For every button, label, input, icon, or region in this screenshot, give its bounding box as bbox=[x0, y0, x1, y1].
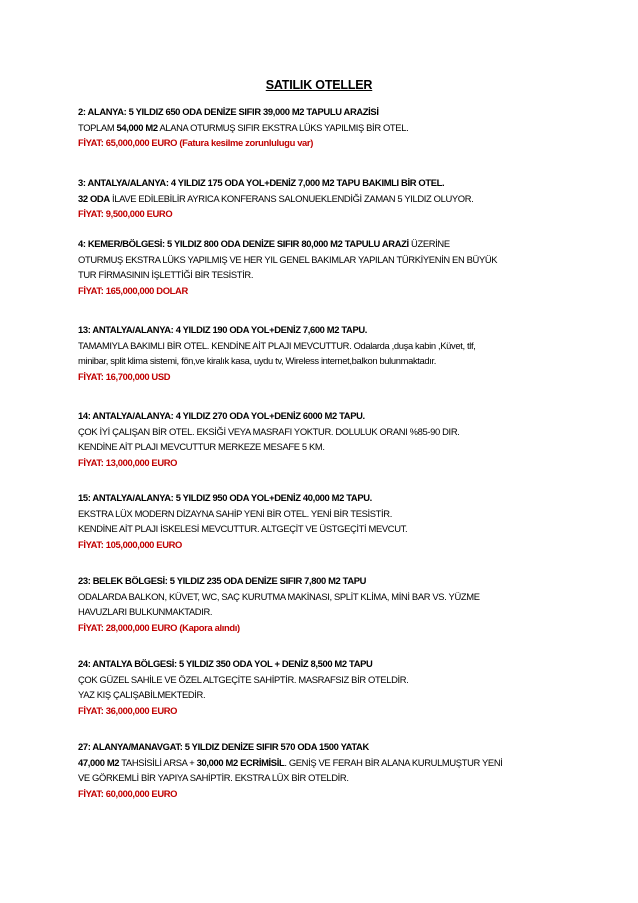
listing-description: OTURMUŞ EKSTRA LÜKS YAPILMIŞ VE HER YIL GENEL BAKIMLAR YAPILAN TÜRKİYENİN EN BÜYÜK bbox=[78, 253, 498, 265]
listing-heading: 4: KEMER/BÖLGESİ: 5 YILDIZ 800 ODA DENİZE SIFIR 80,000 M2 TAPULU ARAZİ bbox=[78, 238, 409, 249]
listing-description: VE GÖRKEMLİ BİR YAPIYA SAHİPTİR. EKSTRA LÜX BİR OTELDİR. bbox=[78, 772, 349, 783]
listing-description bbox=[78, 120, 568, 136]
listing-heading-line bbox=[78, 236, 568, 252]
desc-bold-text: 32 ODA bbox=[78, 192, 110, 204]
desc-text: TOPLAM bbox=[78, 121, 117, 133]
listing-heading: 27: ALANYA/MANAVGAT: 5 YILDIZ DENİZE SIFIR 570 ODA 1500 YATAK bbox=[78, 741, 369, 752]
listing-price: FİYAT: 16,700,000 USD bbox=[78, 370, 171, 382]
desc-text: TAHSİSİLİ ARSA + bbox=[119, 756, 197, 768]
listing-heading: 2: ALANYA: 5 YILDIZ 650 ODA DENİZE SIFIR 39,000 M2 TAPULU ARAZİSİ bbox=[78, 106, 379, 117]
desc-bold-text: 47,000 M2 bbox=[78, 756, 120, 768]
listing-price: FİYAT: 36,000,000 EURO bbox=[78, 704, 178, 716]
listing-heading: 3: ANTALYA/ALANYA: 4 YILDIZ 175 ODA YOL+DENİZ 7,000 M2 TAPU BAKIMLI BİR OTEL. bbox=[78, 177, 445, 188]
listing-description: TUR FİRMASININ İŞLETTİĞİ BİR TESİSTİR. bbox=[78, 269, 254, 280]
desc-text: . GENİŞ VE FERAH BİR ALANA KURULMUŞTUR YENİ bbox=[284, 756, 503, 768]
desc-text: İLAVE EDİLEBİLİR AYRICA KONFERANS SALONUEKLENDİĞİ ZAMAN 5 YILDIZ OLUYOR. bbox=[109, 192, 474, 204]
listing-description: minibar, split klima sistemi, fön,ve kiralık kasa, uydu tv, Wireless internet,balkon bulunmaktadır. bbox=[78, 355, 437, 366]
listing-description: TAMAMIYLA BAKIMLI BİR OTEL. KENDİNE AİT PLAJI MEVCUTTUR. Odalarda ,duşa kabin ,Küvet, tlf, bbox=[78, 339, 476, 351]
listing-item bbox=[78, 236, 568, 298]
listing-heading: 23: BELEK BÖLGESİ: 5 YILDIZ 235 ODA DENİZE SIFIR 7,800 M2 TAPU bbox=[78, 575, 367, 586]
listing-item bbox=[78, 656, 568, 718]
listing-description bbox=[78, 755, 568, 771]
listing-description: ÇOK GÜZEL SAHİLE VE ÖZEL ALTGEÇİTE SAHİPTİR. MASRAFSIZ BİR OTELDİR. bbox=[78, 673, 409, 685]
listing-price: FİYAT: 13,000,000 EURO bbox=[78, 456, 178, 468]
listing-item bbox=[78, 408, 568, 470]
listing-item bbox=[78, 322, 568, 384]
listing-item bbox=[78, 175, 568, 222]
listing-heading: 13: ANTALYA/ALANYA: 4 YILDIZ 190 ODA YOL+DENİZ 7,600 M2 TAPU. bbox=[78, 324, 368, 335]
listing-description: ODALARDA BALKON, KÜVET, WC, SAÇ KURUTMA MAKİNASI, SPLİT KLİMA, MİNİ BAR VS. YÜZME bbox=[78, 590, 480, 602]
desc-text: ALANA OTURMUŞ SIFIR EKSTRA LÜKS YAPILMIŞ BİR OTEL. bbox=[157, 121, 409, 133]
listing-item bbox=[78, 739, 568, 801]
listing-description bbox=[78, 191, 568, 207]
listing-heading: 24: ANTALYA BÖLGESİ: 5 YILDIZ 350 ODA YOL + DENİZ 8,500 M2 TAPU bbox=[78, 658, 373, 669]
listing-price: FİYAT: 9,500,000 EURO bbox=[78, 208, 173, 219]
listing-description: ÇOK İYİ ÇALIŞAN BİR OTEL. EKSİĞİ VEYA MASRAFI YOKTUR. DOLULUK ORANI %85-90 DIR. bbox=[78, 425, 460, 437]
listing-price: FİYAT: 60,000,000 EURO bbox=[78, 787, 178, 799]
listing-description: EKSTRA LÜX MODERN DİZAYNA SAHİP YENİ BİR OTEL. YENİ BİR TESİSTİR. bbox=[78, 507, 392, 519]
desc-bold-text: 54,000 M2 bbox=[116, 121, 158, 133]
listing-description: KENDİNE AİT PLAJI MEVCUTTUR MERKEZE MESAFE 5 KM. bbox=[78, 441, 325, 452]
listing-item bbox=[78, 490, 568, 552]
listing-heading: 15: ANTALYA/ALANYA: 5 YILDIZ 950 ODA YOL+DENİZ 40,000 M2 TAPU. bbox=[78, 492, 372, 503]
listing-price: FİYAT: 65,000,000 EURO (Fatura kesilme zorunlulugu var) bbox=[78, 137, 313, 148]
listing-heading: 14: ANTALYA/ALANYA: 4 YILDIZ 270 ODA YOL+DENİZ 6000 M2 TAPU. bbox=[78, 410, 365, 421]
listing-price: FİYAT: 105,000,000 EURO bbox=[78, 538, 182, 550]
listing-item bbox=[78, 573, 568, 635]
page-title: SATILIK OTELLER bbox=[265, 78, 373, 92]
listing-item bbox=[78, 104, 568, 151]
desc-bold-text: 30,000 M2 ECRİMİSİL bbox=[196, 756, 285, 768]
listing-description: HAVUZLARI BULKUNMAKTADIR. bbox=[78, 606, 213, 617]
listing-description: YAZ KIŞ ÇALIŞABİLMEKTEDİR. bbox=[78, 689, 206, 700]
heading-tail-text: ÜZERİNE bbox=[408, 238, 450, 249]
listing-description: KENDİNE AİT PLAJI İSKELESİ MEVCUTTUR. ALTGEÇİT VE ÜSTGEÇİTİ MEVCUT. bbox=[78, 523, 408, 534]
listing-price: FİYAT: 165,000,000 DOLAR bbox=[78, 284, 188, 296]
listing-price: FİYAT: 28,000,000 EURO (Kapora alındı) bbox=[78, 621, 240, 633]
